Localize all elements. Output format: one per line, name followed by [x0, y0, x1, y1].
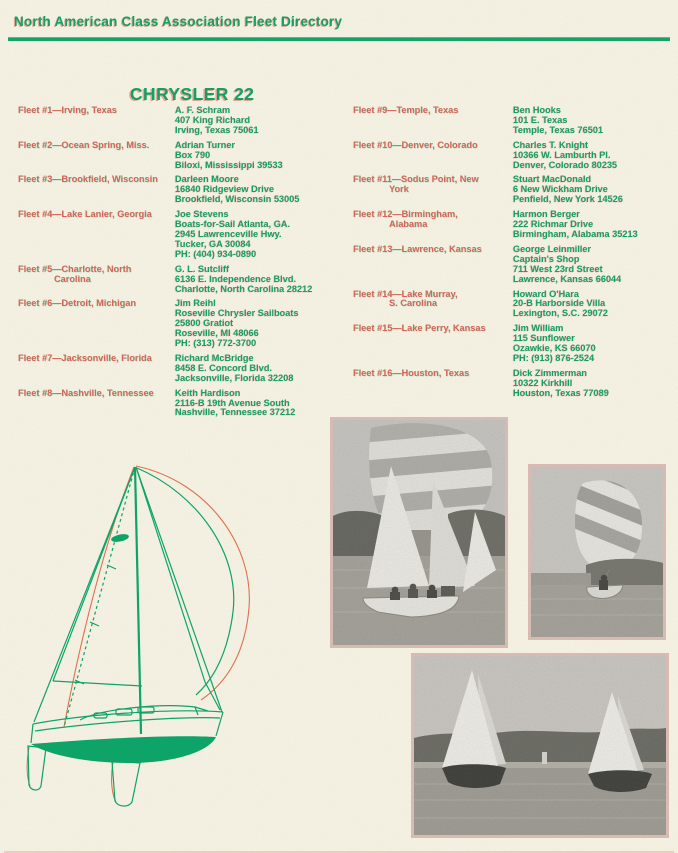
fleet-label: Fleet #14—Lake Murray, S. Carolina [353, 288, 458, 309]
fleet-contact: Dick Zimmerman 10322 Kirkhill Houston, Texas 77089 [513, 367, 609, 398]
fleet-label: Fleet #2—Ocean Spring, Miss. [18, 139, 150, 150]
fleet-entry [353, 210, 675, 240]
photo-spinnaker-crew [330, 417, 508, 648]
fleet-label: Fleet #1—Irving, Texas [18, 105, 117, 115]
fleet-contact: Jim Reihl Roseville Chrysler Sailboats 25800 Gratiot Roseville, MI 48066 PH: (313) 772-3700 [175, 298, 299, 349]
sailplan-rigging [34, 467, 234, 734]
fleet-entry [353, 106, 675, 136]
fleet-entry [18, 175, 352, 205]
fleet-contact: Darleen Moore 16840 Ridgeview Drive Brookfield, Wisconsin 53005 [175, 174, 300, 205]
fleet-entry [18, 299, 352, 349]
fleet-entry [18, 389, 352, 419]
fleet-label: Fleet #16—Houston, Texas [353, 367, 470, 378]
fleet-label: Fleet #10—Denver, Colorado [353, 139, 478, 150]
page-header: North American Class Association Fleet Directory [14, 14, 343, 29]
fleet-label: Fleet #5—Charlotte, North Carolina [18, 263, 132, 284]
hull [28, 706, 223, 806]
fleet-label: Fleet #3—Brookfield, Wisconsin [18, 174, 158, 185]
fleet-label: Fleet #7—Jacksonville, Florida [18, 352, 152, 363]
fleet-label: Fleet #6—Detroit, Michigan [18, 298, 136, 309]
fleet-entry [353, 369, 675, 399]
fleet-contact: Jim William 115 Sunflower Ozawkie, KS 66070 PH: (913) 876-2524 [513, 323, 596, 363]
fleet-entry [18, 106, 352, 136]
spreader-band [110, 533, 129, 544]
fleet-contact: George Leinmiller Captain's Shop 711 West 23rd Street Lawrence, Kansas 66044 [513, 243, 622, 284]
fleet-contact: Howard O'Hara 20-B Harborside Villa Lexington, S.C. 29072 [513, 288, 608, 319]
fleet-entry [18, 354, 352, 384]
fleet-contact: Ben Hooks 101 E. Texas Temple, Texas 76501 [513, 105, 604, 135]
fleet-entry [18, 210, 352, 260]
fleet-label: Fleet #12—Birmingham, Alabama [353, 209, 458, 230]
keel [112, 761, 140, 806]
fleet-label: Fleet #11—Sodus Point, New York [353, 174, 479, 195]
fleet-contact: Harmon Berger 222 Richmar Drive Birmingham, Alabama 35213 [513, 209, 638, 239]
header-rule [8, 37, 670, 41]
fleet-entry [353, 324, 675, 364]
fleet-column-left [18, 106, 352, 423]
fleet-entry [353, 290, 675, 320]
fleet-contact: G. L. Sutcliff 6136 E. Independence Blvd. Charlotte, North Carolina 28212 [175, 263, 313, 294]
fleet-contact: Richard McBridge 8458 E. Concord Blvd. Jacksonville, Florida 32208 [175, 352, 294, 383]
photo-downwind-spinnaker [528, 464, 666, 640]
sailplan-drawing [20, 450, 300, 850]
fleet-column-right [353, 106, 675, 404]
fleet-label: Fleet #13—Lawrence, Kansas [353, 243, 482, 254]
fleet-entry [18, 141, 352, 171]
fleet-entry [353, 175, 675, 205]
fleet-entry [18, 265, 352, 295]
fleet-entry [353, 141, 675, 171]
rudder [28, 746, 46, 790]
fleet-contact: Adrian Turner Box 790 Biloxi, Mississippi 39533 [175, 139, 283, 170]
fleet-label: Fleet #8—Nashville, Tennessee [18, 387, 154, 398]
photo-two-boats-racing [411, 653, 669, 838]
fleet-contact: Joe Stevens Boats-for-Sail Atlanta, GA. 2945 Lawrenceville Hwy. Tucker, GA 30084 PH: (404) 934-0890 [175, 209, 291, 259]
fleet-contact: Stuart MacDonald 6 New Wickham Drive Penfield, New York 14526 [513, 174, 623, 205]
mast [135, 467, 141, 734]
sailplan-illustration [20, 450, 300, 850]
fleet-contact: A. F. Schram 407 King Richard Irving, Texas 75061 [175, 105, 259, 135]
fleet-contact: Keith Hardison 2116-B 19th Avenue South Nashville, Tennessee 37212 [175, 387, 296, 418]
underbody [31, 736, 216, 763]
page-title: CHRYSLER 22 [130, 84, 255, 104]
fleet-label: Fleet #4—Lake Lanier, Georgia [18, 209, 152, 220]
fleet-entry [353, 245, 675, 285]
fleet-label: Fleet #9—Temple, Texas [353, 105, 459, 115]
fleet-label: Fleet #15—Lake Perry, Kansas [353, 323, 486, 334]
fleet-contact: Charles T. Knight 10366 W. Lamburth Pl. Denver, Colorado 80235 [513, 139, 618, 170]
